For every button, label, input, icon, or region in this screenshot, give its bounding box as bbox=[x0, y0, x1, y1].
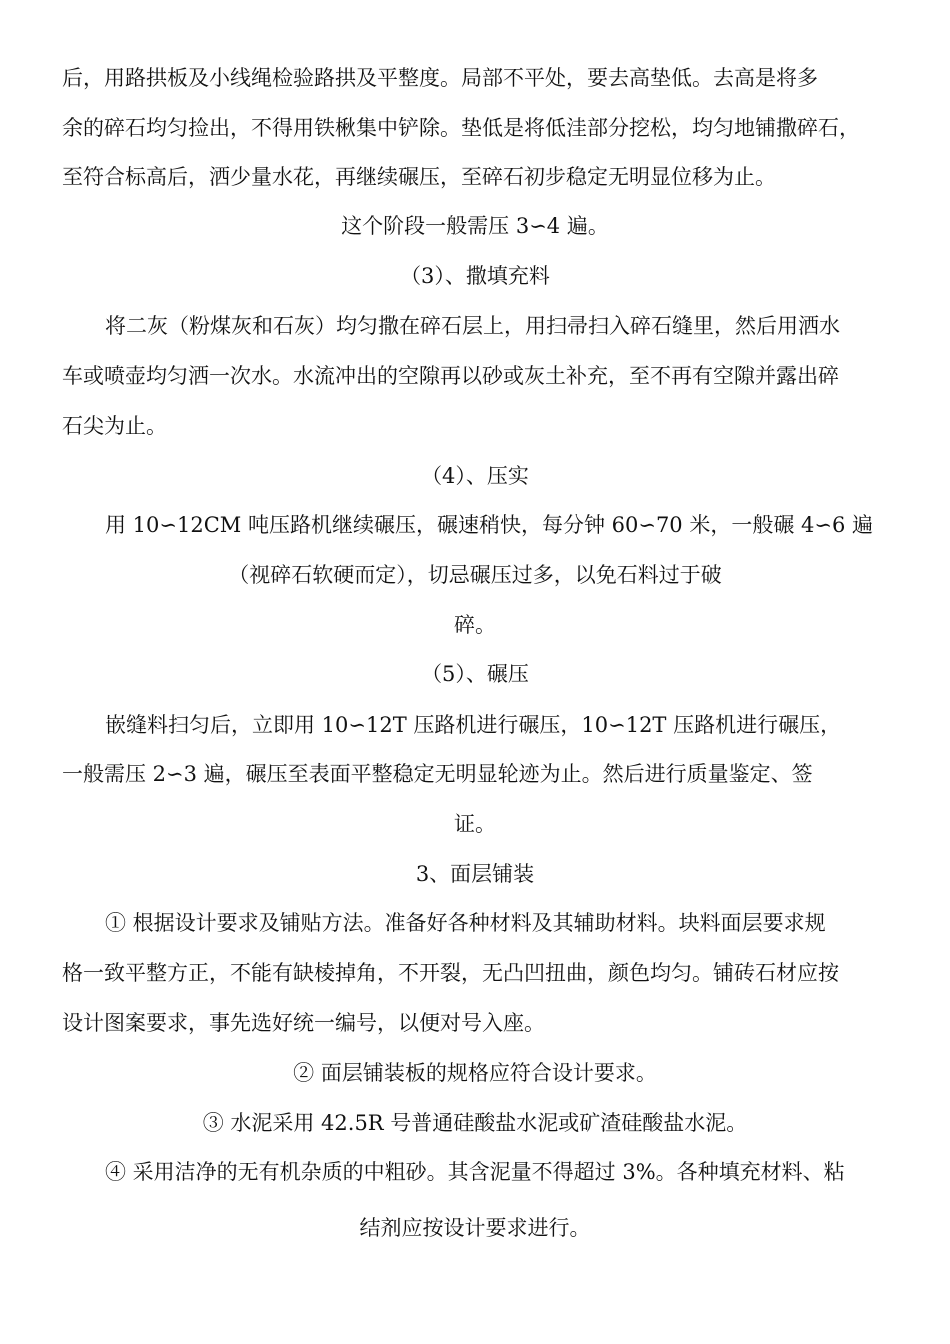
list-item: ② 面层铺装板的规格应符合设计要求。 bbox=[293, 1061, 657, 1085]
section-heading: （5）、碾压 bbox=[421, 662, 529, 686]
list-item: ① 根据设计要求及铺贴方法。准备好各种材料及其辅助材料。块料面层要求规 bbox=[105, 911, 826, 935]
paragraph-line: 后，用路拱板及小线绳检验路拱及平整度。局部不平处，要去高垫低。去高是将多 bbox=[62, 66, 818, 90]
paragraph-line: 结剂应按设计要求进行。 bbox=[359, 1216, 591, 1240]
paragraph-line: 嵌缝料扫匀后，立即用 10∽12T 压路机进行碾压，10∽12T 压路机进行碾压， bbox=[105, 713, 842, 737]
paragraph-line: 至符合标高后，洒少量水花，再继续碾压，至碎石初步稳定无明显位移为止。 bbox=[62, 165, 776, 189]
list-item: ④ 采用洁净的无有机杂质的中粗砂。其含泥量不得超过 3%。各种填充材料、粘 bbox=[105, 1160, 845, 1184]
paragraph-line: 用 10∽12CM 吨压路机继续碾压，碾速稍快，每分钟 60∽70 米，一般碾 4∽6 遍 bbox=[105, 513, 874, 537]
section-heading: （4）、压实 bbox=[421, 464, 529, 488]
paragraph-line: 证。 bbox=[454, 812, 496, 836]
paragraph-line: 格一致平整方正，不能有缺棱掉角，不开裂，无凸凹扭曲，颜色均匀。铺砖石材应按 bbox=[62, 961, 839, 985]
paragraph-line: （视碎石软硬而定），切忌碾压过多，以免石料过于破 bbox=[228, 563, 722, 587]
paragraph-line: 设计图案要求，事先选好统一编号，以便对号入座。 bbox=[62, 1011, 545, 1035]
section-heading: 3、面层铺装 bbox=[415, 862, 535, 886]
paragraph-line: 余的碎石均匀捡出，不得用铁楸集中铲除。垫低是将低洼部分挖松，均匀地铺撒碎石， bbox=[62, 116, 860, 140]
paragraph-line: 石尖为止。 bbox=[62, 414, 167, 438]
paragraph-line: 一般需压 2∽3 遍，碾压至表面平整稳定无明显轮迹为止。然后进行质量鉴定、签 bbox=[62, 762, 813, 786]
list-item: ③ 水泥采用 42.5R 号普通硅酸盐水泥或矿渣硅酸盐水泥。 bbox=[202, 1111, 748, 1135]
paragraph-line: 碎。 bbox=[454, 613, 496, 637]
paragraph-line: 车或喷壶均匀洒一次水。水流冲出的空隙再以砂或灰土补充，至不再有空隙并露出碎 bbox=[62, 364, 839, 388]
paragraph-line: 将二灰（粉煤灰和石灰）均匀撒在碎石层上，用扫帚扫入碎石缝里，然后用洒水 bbox=[105, 314, 840, 338]
section-heading: （3）、撒填充料 bbox=[400, 264, 550, 288]
paragraph-line: 这个阶段一般需压 3∽4 遍。 bbox=[341, 214, 609, 238]
